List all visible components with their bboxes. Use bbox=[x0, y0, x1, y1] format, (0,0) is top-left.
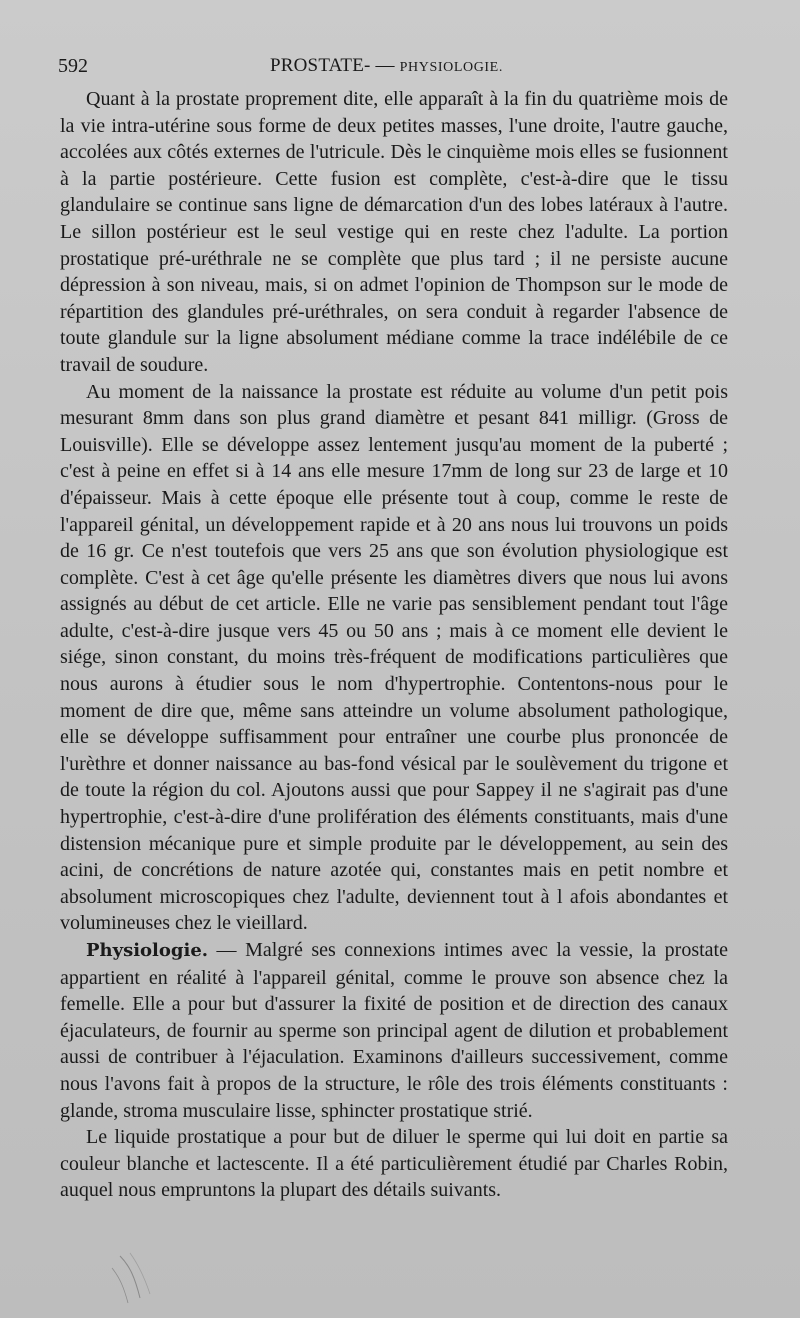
ink-smudge bbox=[90, 1248, 190, 1310]
paragraph-text: — Malgré ses connexions intimes avec la vessie, la prostate appartient en réalité à l'appareil génital, comme le prouve son absence chez la femelle. Elle a pour but d'assurer la fixité de position et de direction des canaux éjaculateurs, de fournir au sperme son principal agent de dilution et probablement aussi de contribuer à l'éjaculation. Examinons d'ailleurs successivement, comme nous l'avons fait à propos de la structure, le rôle des trois éléments constituants : glande, stroma musculaire lisse, sphincter prostatique strié. bbox=[60, 939, 728, 1122]
running-title bbox=[270, 54, 503, 80]
running-title-main: PROSTATE- — bbox=[270, 55, 400, 76]
paragraph: Le liquide prostatique a pour but de diluer le sperme qui lui doit en partie sa couleur blanche et lactescente. Il a été particulièrement étudié par Charles Robin, auquel nous empruntons la plupart des détails suivants. bbox=[60, 1126, 728, 1202]
running-title-sub: PHYSIOLOGIE. bbox=[399, 60, 503, 75]
paragraph: Au moment de la naissance la prostate est réduite au volume d'un petit pois mesurant 8mm dans son plus grand diamètre et pesant 841 milligr. (Gross de Louisville). Elle se développe assez lentement jusqu'au moment de la puberté ; c'est à peine en effet si à 14 ans elle mesure 17mm de long sur 23 de large et 10 d'épaisseur. Mais à cette époque elle présente tout à coup, comme le reste de l'appareil génital, un développement rapide et à 20 ans nous lui trouvons un poids de 16 gr. Ce n'est toutefois que vers 25 ans que son évolution physiologique est complète. C'est à cet âge qu'elle présente les diamètres divers que nous lui avons assignés au début de cet article. Elle ne varie pas sensiblement pendant tout l'âge adulte, c'est-à-dire jusque vers 45 ou 50 ans ; mais à ce moment elle devient le siége, sinon constant, du moins très-fréquent de modifications particulières que nous aurons à étudier sous le nom d'hypertrophie. Contentons-nous pour le moment de dire que, même sans atteindre un volume absolument pathologique, elle se développe suffisamment pour entraîner une courbe plus prononcée de l'urèthre et donner naissance au bas-fond vésical par le soulèvement du trigone et de toute la région du col. Ajoutons aussi que pour Sappey il ne s'agirait pas d'une hypertrophie, c'est-à-dire d'une prolifération des éléments constituants, mais d'une distension mécanique pure et simple produite par le développement, au sein des acini, de concrétions de nature azotée qui, constantes mais en petit nombre et absolument microscopiques chez l'adulte, deviennent tout à l afois abondantes et volumineuses chez le vieillard. bbox=[60, 380, 728, 935]
paragraph-with-heading bbox=[60, 937, 728, 1124]
page-header bbox=[58, 54, 742, 84]
section-title: Physiologie. bbox=[86, 940, 209, 961]
paragraph: Quant à la prostate proprement dite, elle apparaît à la fin du quatrième mois de la vie intra-utérine sous forme de deux petites masses, l'une droite, l'autre gauche, accolées aux côtés externes de l'utricule. Dès le cinquième mois elles se fusionnent à la partie postérieure. Cette fusion est complète, c'est-à-dire que le tissu glandulaire se continue sans ligne de démarcation d'un des lobes latéraux à l'autre. Le sillon postérieur est le seul vestige qui en reste chez l'adulte. La portion prostatique pré-uréthrale ne se complète que plus tard ; il ne persiste aucune dépression à son niveau, mais, si on admet l'opinion de Thompson sur le mode de répartition des glandules pré-uréthrales, on sera conduit à regarder l'absence de toute glandule sur la ligne absolument médiane comme la trace indélébile de ce travail de soudure. bbox=[60, 88, 728, 376]
page-number: 592 bbox=[58, 55, 88, 77]
main-text bbox=[60, 86, 728, 1204]
